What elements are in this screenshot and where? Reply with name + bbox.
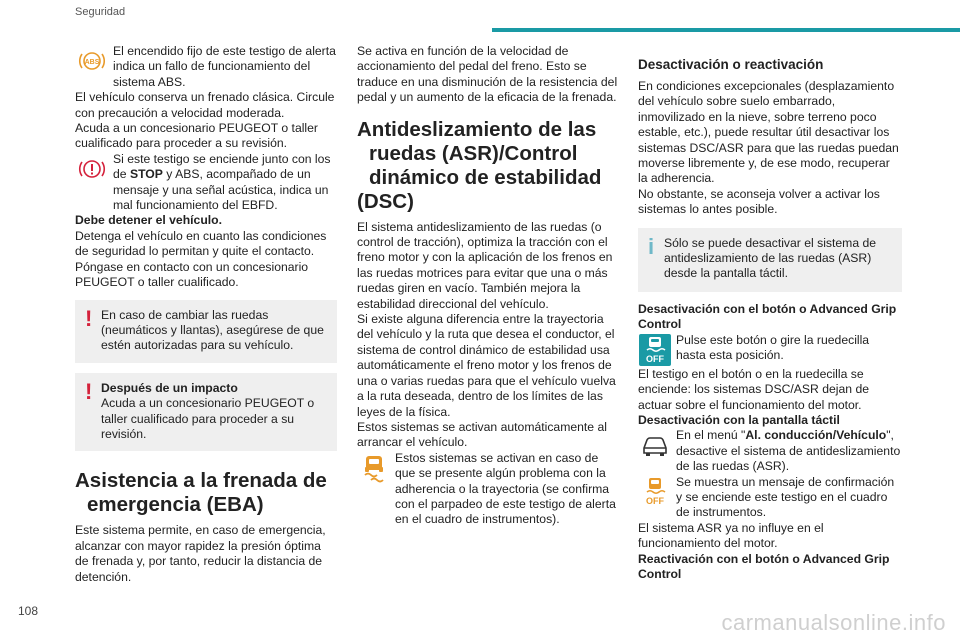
warning-note-impact — [75, 373, 337, 452]
ebfd-warning-text: Si este testigo se enciende junto con los de STOP y ABS, acompañado de un mensaje y una señal acústica, indica un mal funcionamiento del EBFD. — [113, 151, 331, 213]
watermark: carmanualsonline.info — [721, 610, 946, 635]
eba-activation-text: Se activa en función de la velocidad de accionamiento del pedal del freno. Esto se traduce en una disminución de la resistencia del pedal y un aumento de la eficacia de la frenada. — [357, 44, 618, 105]
column-middle — [357, 44, 619, 528]
touchscreen-row — [638, 428, 902, 474]
col1-paragraph: Póngase en contacto con un concesionario PEUGEOT o taller cualificado. — [75, 259, 309, 290]
col3-paragraph: El sistema ASR ya no influye en el funcionamiento del motor. — [638, 520, 824, 551]
col2-paragraph: El sistema antideslizamiento de las ruedas (o control de tracción), optimiza la tracción con el freno motor y con la aplicación de los frenos en las ruedas motrices para evitar que una o más ruedas giren en vacío. También mejora la estabilidad direccional del vehículo. — [357, 219, 613, 311]
exclamation-icon: ! — [85, 305, 93, 331]
subheading-button-reactivation: Reactivación con el botón o Advanced Grip Control — [638, 551, 890, 581]
page-number: 108 — [18, 604, 39, 618]
column-left — [75, 44, 337, 585]
header-accent-bar — [492, 28, 960, 32]
col3-paragraph: El testigo en el botón o en la ruedecilla se enciende: los sistemas DSC/ASR dejan de actuar sobre el funcionamiento del motor. — [638, 366, 870, 412]
skid-car-icon — [357, 451, 391, 485]
eba-description: Este sistema permite, en caso de emergencia, alcanzar con mayor rapidez la presión óptima de frenada y, por tanto, reducir la distancia de detención. — [75, 523, 326, 584]
dsc-warning-row — [357, 451, 619, 528]
subheading-deactivation: Desactivación o reactivación — [638, 57, 824, 72]
dsc-warning-text: Estos sistemas se activan en caso de que se presente algún problema con la adherencia o la trayectoria (se confirma con el parpadeo de este testigo de alerta en el cuadro de instrumentos). — [395, 450, 616, 527]
abs-warning-icon — [75, 44, 109, 78]
section-heading-asr-dsc: Antideslizamiento de las ruedas (ASR)/Control dinámico de estabilidad (DSC) — [357, 117, 602, 213]
skid-off-button-icon — [638, 333, 672, 367]
note-text: En caso de cambiar las ruedas (neumáticos y llantas), asegúrese de que estén autorizadas para su vehículo. — [101, 307, 324, 353]
abs-warning-text: El encendido fijo de este testigo de alerta indica un fallo de funcionamiento del sistema ABS. — [113, 44, 336, 89]
touchscreen-text: En el menú "Al. conducción/Vehículo", desactive el sistema de antideslizamiento de las ruedas (ASR). — [676, 428, 901, 474]
stop-vehicle-heading: Debe detener el vehículo. — [75, 213, 222, 228]
svg-text:ABS: ABS — [84, 58, 100, 66]
col2-paragraph: Estos sistemas se activan automáticamente al arrancar el vehículo. — [357, 419, 607, 450]
col1-paragraph: El vehículo conserva un frenado clásica. Circule con precaución a velocidad moderada. — [75, 90, 335, 120]
off-button-text: Pulse este botón o gire la ruedecilla hasta esta posición. — [676, 332, 870, 363]
off-warning-text: Se muestra un mensaje de confirmación y se enciende este testigo en el cuadro de instrumentos. — [676, 474, 895, 520]
header-section-title: Seguridad — [75, 6, 126, 18]
car-icon — [638, 428, 672, 462]
off-warning-row — [638, 475, 902, 521]
note-text: Después de un impacto Acuda a un concesionario PEUGEOT o taller cualificado para proceder a su revisión. — [101, 380, 315, 441]
svg-text:OFF: OFF — [646, 353, 664, 364]
column-right — [638, 44, 902, 582]
svg-text:OFF: OFF — [646, 495, 664, 506]
col3-paragraph: En condiciones excepcionales (desplazamiento del vehículo sobre suelo embarrado, inmovilizado en la nieve, sobre terreno poco estable, etc.), puede resultar útil desactivar los sistemas DSC/ASR para que las ruedas puedan moverse libremente y, de ese modo, recuperar la adherencia. — [638, 79, 899, 186]
col2-paragraph: Si existe alguna diferencia entre la trayectoria del vehículo y la ruta que desea el conductor, el sistema de control dinámico de estabilidad usa automáticamente el freno motor y los frenos de una o varias ruedas para que el vehículo vuelva a la ruta deseada, dentro de los límites de las leyes de la física. — [357, 312, 616, 419]
warning-note-wheels — [75, 300, 337, 363]
off-button-row — [638, 333, 902, 367]
section-heading-eba: Asistencia a la frenada de emergencia (EBA) — [75, 469, 327, 517]
col1-paragraph: Acuda a un concesionario PEUGEOT o taller cualificado para proceder a su revisión. — [75, 121, 318, 151]
subheading-button-deactivation: Desactivación con el botón o Advanced Grip Control — [638, 301, 897, 332]
col1-paragraph: Detenga el vehículo en cuanto las condiciones de seguridad lo permitan y quite el contacto. — [75, 228, 327, 259]
brake-warning-row — [75, 152, 337, 214]
subheading-touchscreen-deactivation: Desactivación con la pantalla táctil — [638, 412, 840, 427]
note-text: Sólo se puede desactivar el sistema de antideslizamiento de las ruedas (ASR) desde la pantalla táctil. — [664, 235, 877, 281]
info-note-asr — [638, 228, 902, 292]
info-icon: i — [648, 233, 655, 259]
brake-warning-icon — [75, 152, 109, 186]
col3-paragraph: No obstante, se aconseja volver a activar los sistemas lo antes posible. — [638, 186, 880, 217]
abs-warning-row — [75, 44, 337, 90]
exclamation-icon: ! — [85, 378, 93, 404]
skid-off-warning-icon — [638, 475, 672, 509]
